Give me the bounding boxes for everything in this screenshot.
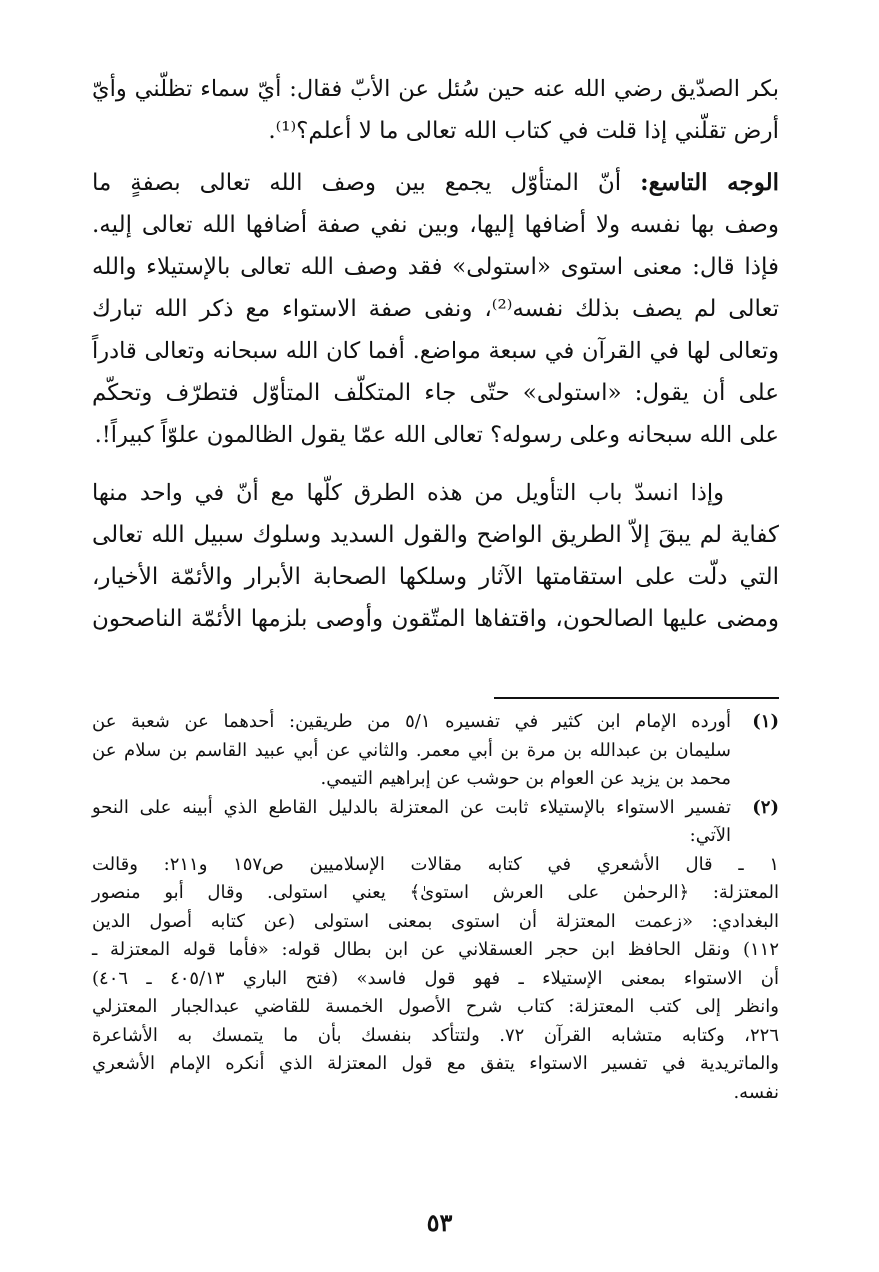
footnote-line: محمد بن يزيد عن العوام بن حوشب عن إبراهيم التيمي.	[320, 768, 731, 789]
text-line: وصف بها نفسه ولا أضافها إليها، وبين نفي صفة أضافها الله تعالى إليه.	[92, 212, 779, 238]
paragraph-2	[92, 162, 779, 456]
section-heading: الوجه التاسع:	[640, 169, 780, 196]
paragraph-1	[92, 68, 779, 152]
text-fragment: أنّ المتأوّل يجمع بين وصف الله تعالى بصفةٍ ما	[92, 170, 622, 196]
footnote-line: ٢٢٦، وكتابه متشابه القرآن ٧٢. ولتتأكد بنفسك بأن ما يتمسك به الأشاعرة	[92, 1024, 779, 1046]
footnote-line: تفسير الاستواء بالإستيلاء ثابت عن المعتزلة بالدليل القاطع الذي أبينه على النحو	[92, 796, 731, 818]
footnote-line: أورده الإمام ابن كثير في تفسيره ٥/١ من طريقين: أحدهما عن شعبة عن	[92, 711, 731, 732]
footnote-separator	[494, 697, 779, 699]
footnote-line: والماتريدية في تفسير الاستواء يتفق مع قول المعتزلة الذي أنكره الإمام الأشعري	[92, 1053, 779, 1074]
footnote-line: الآتي:	[689, 825, 731, 846]
text-line: وتعالى لها في القرآن في سبعة مواضع. أفما كان الله سبحانه وتعالى قادراً	[92, 338, 779, 364]
footnote-line: ١ ـ قال الأشعري في كتابه مقالات الإسلاميين ص١٥٧ و٢١١: وقالت	[92, 853, 779, 875]
footnote-line: نفسه.	[733, 1081, 779, 1103]
footnote-line: ١١٢) ونقل الحافظ ابن حجر العسقلاني عن ابن بطال قوله: «فأما قوله المعتزلة ـ	[92, 939, 779, 960]
footnote-2	[92, 794, 779, 851]
footnote-1	[92, 708, 779, 794]
text-line: على الله سبحانه وعلى رسوله؟ تعالى الله عمّا يقول الظالمون علوّاً كبيراً!.	[94, 422, 779, 448]
page-number: ٥٣	[426, 1208, 453, 1237]
footnote-line: المعتزلة: ﴿الرحمٰن على العرش استوىٰ﴾ يعني استولى. وقال أبو منصور	[92, 882, 779, 903]
footnote-2-detail	[92, 851, 779, 1108]
main-text	[92, 68, 779, 640]
footnote-number: (١)	[752, 711, 779, 732]
text-line	[92, 162, 779, 204]
footnote-line: وانظر إلى كتب المعتزلة: كتاب شرح الأصول الخمسة للقاضي عبدالجبار المعتزلي	[92, 996, 779, 1017]
text-line: أرض تقلّني إذا قلت في كتاب الله تعالى ما لا أعلم؟⁽¹⁾.	[268, 118, 779, 144]
text-line: بكر الصدّيق رضي الله عنه حين سُئل عن الأبّ فقال: أيّ سماء تظلّني وأيّ	[92, 76, 779, 102]
text-line: كفاية لم يبقَ إلاّ الطريق الواضح والقول السديد وسلوك سبيل الله تعالى	[92, 522, 779, 548]
footnote-line: سليمان بن عبدالله بن مرة بن أبي معمر. والثاني عن أبي عبيد القاسم بن سلام عن	[92, 739, 731, 761]
text-line: فإذا قال: معنى استوى «استولى» فقد وصف الله تعالى بالإستيلاء والله	[92, 254, 779, 280]
text-line: تعالى لم يصف بذلك نفسه⁽²⁾، ونفى صفة الاستواء مع ذكر الله تبارك	[92, 296, 779, 322]
text-line: التي دلّت على استقامتها الآثار وسلكها الصحابة الأبرار والأئمّة الأخيار،	[92, 564, 779, 590]
footnote-number: (٢)	[752, 796, 779, 818]
paragraph-3	[92, 472, 779, 640]
text-line: ومضى عليها الصالحون، واقتفاها المتّقون وأوصى بلزمها الأئمّة الناصحون	[92, 606, 779, 632]
footnote-line: أن الاستواء بمعنى الإستيلاء ـ فهو قول فاسد» (فتح الباري ٤٠٥/١٣ ـ ٤٠٦)	[92, 967, 779, 989]
footnote-line: البغدادي: «زعمت المعتزلة أن استوى بمعنى استولى (عن كتابه أصول الدين	[92, 910, 779, 932]
text-line: على أن يقول: «استولى» حتّى جاء المتكلّف المتأوّل فتطرّف وتحكّم	[92, 380, 779, 406]
text-line: وإذا انسدّ باب التأويل من هذه الطرق كلّها مع أنّ في واحد منها	[92, 480, 724, 506]
footnotes	[92, 708, 779, 1107]
